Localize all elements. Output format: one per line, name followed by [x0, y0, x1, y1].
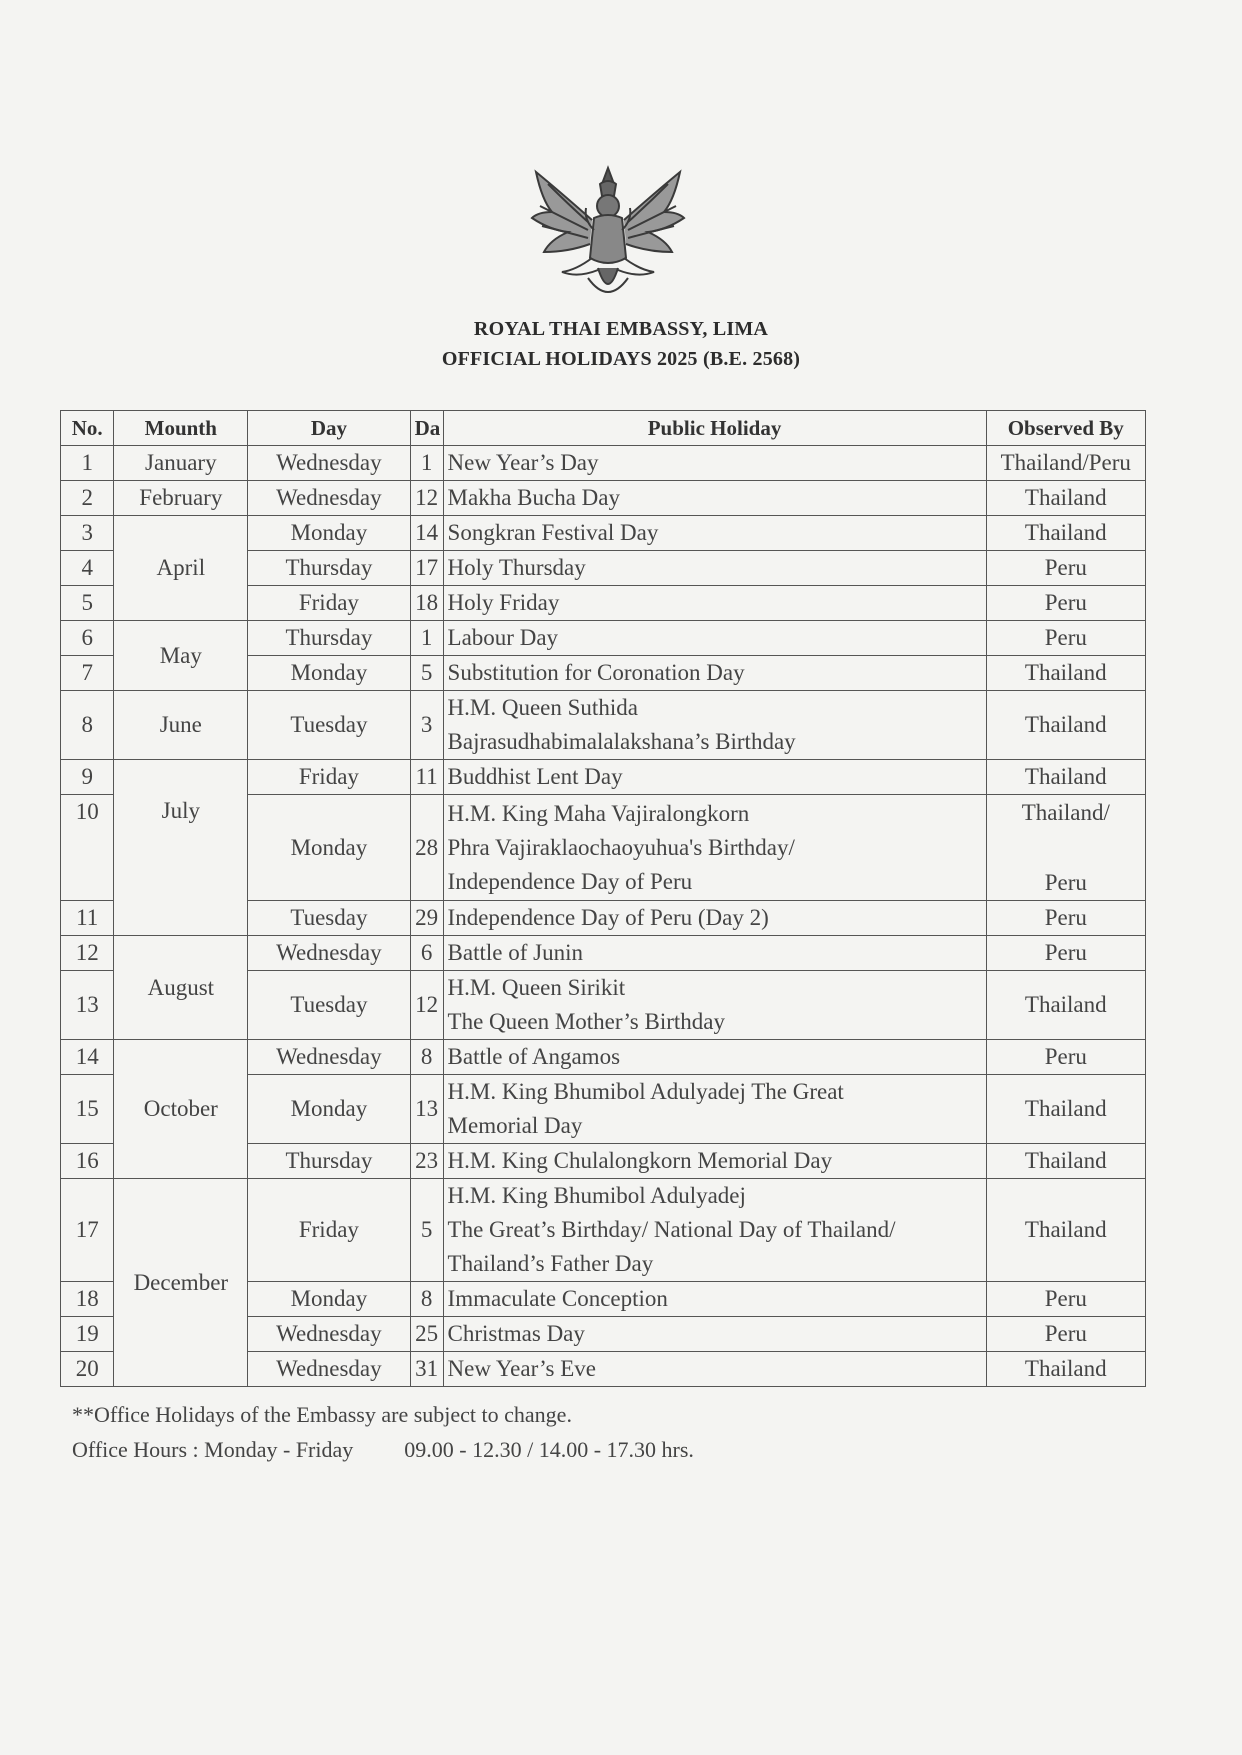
- cell-day: Tuesday: [248, 971, 410, 1040]
- cell-month: February: [114, 481, 248, 516]
- office-hours: [72, 1437, 694, 1463]
- cell-date: 13: [410, 1075, 443, 1144]
- cell-day: Monday: [248, 656, 410, 691]
- column-header-holiday: Public Holiday: [443, 411, 986, 446]
- cell-day: Friday: [248, 760, 410, 795]
- cell-date: 1: [410, 446, 443, 481]
- cell-month: April: [114, 516, 248, 621]
- cell-date: 1: [410, 621, 443, 656]
- table-row: [61, 621, 1146, 656]
- cell-observed: Thailand: [986, 516, 1145, 551]
- cell-month: July: [114, 760, 248, 936]
- cell-date: 12: [410, 971, 443, 1040]
- cell-date: 31: [410, 1352, 443, 1387]
- cell-day: Wednesday: [248, 446, 410, 481]
- holiday-line: Memorial Day: [447, 1113, 583, 1138]
- footnote: **Office Holidays of the Embassy are subject to change.: [72, 1402, 572, 1427]
- cell-day: Monday: [248, 1075, 410, 1144]
- cell-month: January: [114, 446, 248, 481]
- cell-observed: Peru: [986, 901, 1145, 936]
- cell-holiday: Christmas Day: [443, 1317, 986, 1352]
- cell-no: 9: [61, 760, 114, 795]
- cell-date: 29: [410, 901, 443, 936]
- cell-day: Wednesday: [248, 1040, 410, 1075]
- table-row: [61, 691, 1146, 760]
- cell-observed: Thailand: [986, 1352, 1145, 1387]
- holidays-table: [60, 410, 1146, 1387]
- cell-no: 13: [61, 971, 114, 1040]
- cell-date: 14: [410, 516, 443, 551]
- cell-date: 11: [410, 760, 443, 795]
- holidays-subtitle: OFFICIAL HOLIDAYS 2025 (B.E. 2568): [441, 348, 801, 370]
- cell-day: Thursday: [248, 621, 410, 656]
- cell-observed: Thailand: [986, 691, 1145, 760]
- cell-day: Thursday: [248, 1144, 410, 1179]
- table-row: [61, 936, 1146, 971]
- holiday-line: H.M. Queen Sirikit: [447, 975, 626, 1000]
- cell-holiday: Buddhist Lent Day: [443, 760, 986, 795]
- cell-day: Monday: [248, 795, 410, 901]
- cell-date: 18: [410, 586, 443, 621]
- column-header-day: Day: [248, 411, 410, 446]
- cell-no: 11: [61, 901, 114, 936]
- cell-observed: Peru: [986, 1317, 1145, 1352]
- column-header-date: Da: [410, 411, 443, 446]
- embassy-title: ROYAL THAI EMBASSY, LIMA: [473, 318, 769, 340]
- cell-no: 16: [61, 1144, 114, 1179]
- cell-no: 10: [61, 795, 114, 901]
- cell-holiday: H.M. King Chulalongkorn Memorial Day: [443, 1144, 986, 1179]
- cell-holiday: New Year’s Day: [443, 446, 986, 481]
- observed-line: Thailand/: [1021, 800, 1110, 825]
- cell-holiday: Songkran Festival Day: [443, 516, 986, 551]
- column-header-month: Mounth: [114, 411, 248, 446]
- cell-date: 5: [410, 656, 443, 691]
- cell-day: Tuesday: [248, 901, 410, 936]
- cell-observed: Peru: [986, 621, 1145, 656]
- holiday-line: H.M. King Maha Vajiralongkorn: [447, 800, 750, 826]
- cell-date: 5: [410, 1179, 443, 1282]
- cell-day: Wednesday: [248, 936, 410, 971]
- cell-holiday: Battle of Junin: [443, 936, 986, 971]
- cell-observed: Thailand: [986, 481, 1145, 516]
- cell-observed: Peru: [986, 936, 1145, 971]
- cell-date: 12: [410, 481, 443, 516]
- cell-day: Monday: [248, 1282, 410, 1317]
- cell-observed: Peru: [986, 586, 1145, 621]
- cell-date: 8: [410, 1040, 443, 1075]
- cell-no: 18: [61, 1282, 114, 1317]
- cell-no: 4: [61, 551, 114, 586]
- cell-day: Friday: [248, 586, 410, 621]
- cell-holiday: Makha Bucha Day: [443, 481, 986, 516]
- cell-observed: Peru: [986, 1282, 1145, 1317]
- cell-no: 1: [61, 446, 114, 481]
- table-row: [61, 481, 1146, 516]
- cell-month: May: [114, 621, 248, 691]
- column-header-no: No.: [61, 411, 114, 446]
- cell-no: 19: [61, 1317, 114, 1352]
- cell-date: 6: [410, 936, 443, 971]
- table-row: [61, 516, 1146, 551]
- office-hours-label: Office Hours : Monday - Friday: [72, 1437, 354, 1462]
- holiday-line: The Great’s Birthday/ National Day of Thailand/: [447, 1217, 896, 1242]
- cell-no: 7: [61, 656, 114, 691]
- cell-no: 20: [61, 1352, 114, 1387]
- table-header-row: [61, 411, 1146, 446]
- cell-day: Wednesday: [248, 1317, 410, 1352]
- table-row: [61, 1040, 1146, 1075]
- cell-date: 25: [410, 1317, 443, 1352]
- garuda-emblem-icon: [528, 160, 688, 310]
- cell-holiday: [443, 691, 986, 760]
- cell-no: 17: [61, 1179, 114, 1282]
- cell-day: Monday: [248, 516, 410, 551]
- cell-month: June: [114, 691, 248, 760]
- cell-holiday: Holy Friday: [443, 586, 986, 621]
- cell-month: August: [114, 936, 248, 1040]
- cell-observed: Thailand: [986, 1144, 1145, 1179]
- cell-holiday: [443, 795, 986, 901]
- cell-no: 3: [61, 516, 114, 551]
- cell-holiday: Battle of Angamos: [443, 1040, 986, 1075]
- cell-observed: Thailand/Peru: [986, 446, 1145, 481]
- cell-observed: Peru: [986, 1040, 1145, 1075]
- cell-day: Thursday: [248, 551, 410, 586]
- holiday-line: Phra Vajiraklaochaoyuhua's Birthday/: [447, 834, 795, 860]
- table-row: [61, 1179, 1146, 1282]
- observed-line: [991, 830, 1141, 865]
- cell-date: 3: [410, 691, 443, 760]
- cell-day: Friday: [248, 1179, 410, 1282]
- cell-day: Wednesday: [248, 1352, 410, 1387]
- cell-observed: Thailand: [986, 1179, 1145, 1282]
- office-hours-value: 09.00 - 12.30 / 14.00 - 17.30 hrs.: [404, 1437, 694, 1462]
- cell-no: 12: [61, 936, 114, 971]
- cell-date: 17: [410, 551, 443, 586]
- cell-no: 6: [61, 621, 114, 656]
- cell-observed: Peru: [986, 551, 1145, 586]
- table-row: [61, 760, 1146, 795]
- holiday-line: Bajrasudhabimalalakshana’s Birthday: [447, 729, 796, 754]
- holiday-line: H.M. King Bhumibol Adulyadej: [447, 1183, 746, 1208]
- cell-month: October: [114, 1040, 248, 1179]
- cell-observed: [986, 795, 1145, 901]
- cell-month: December: [114, 1179, 248, 1387]
- holiday-line: H.M. King Bhumibol Adulyadej The Great: [447, 1079, 844, 1104]
- cell-holiday: Holy Thursday: [443, 551, 986, 586]
- cell-date: 8: [410, 1282, 443, 1317]
- holiday-line: H.M. Queen Suthida: [447, 695, 638, 720]
- cell-no: 5: [61, 586, 114, 621]
- cell-day: Tuesday: [248, 691, 410, 760]
- cell-holiday: [443, 1075, 986, 1144]
- cell-holiday: Substitution for Coronation Day: [443, 656, 986, 691]
- cell-date: 23: [410, 1144, 443, 1179]
- table-row: [61, 446, 1146, 481]
- cell-observed: Thailand: [986, 1075, 1145, 1144]
- cell-holiday: Independence Day of Peru (Day 2): [443, 901, 986, 936]
- cell-holiday: Labour Day: [443, 621, 986, 656]
- cell-observed: Thailand: [986, 971, 1145, 1040]
- cell-day: Wednesday: [248, 481, 410, 516]
- column-header-observed: Observed By: [986, 411, 1145, 446]
- cell-observed: Thailand: [986, 760, 1145, 795]
- cell-no: 8: [61, 691, 114, 760]
- cell-date: 28: [410, 795, 443, 901]
- holiday-line: The Queen Mother’s Birthday: [447, 1009, 725, 1034]
- cell-observed: Thailand: [986, 656, 1145, 691]
- cell-holiday: [443, 1179, 986, 1282]
- cell-holiday: New Year’s Eve: [443, 1352, 986, 1387]
- cell-no: 2: [61, 481, 114, 516]
- holiday-line: Independence Day of Peru: [447, 868, 693, 894]
- cell-no: 14: [61, 1040, 114, 1075]
- cell-no: 15: [61, 1075, 114, 1144]
- holiday-line: Thailand’s Father Day: [447, 1251, 654, 1276]
- observed-line: Peru: [1044, 870, 1087, 895]
- cell-holiday: [443, 971, 986, 1040]
- cell-holiday: Immaculate Conception: [443, 1282, 986, 1317]
